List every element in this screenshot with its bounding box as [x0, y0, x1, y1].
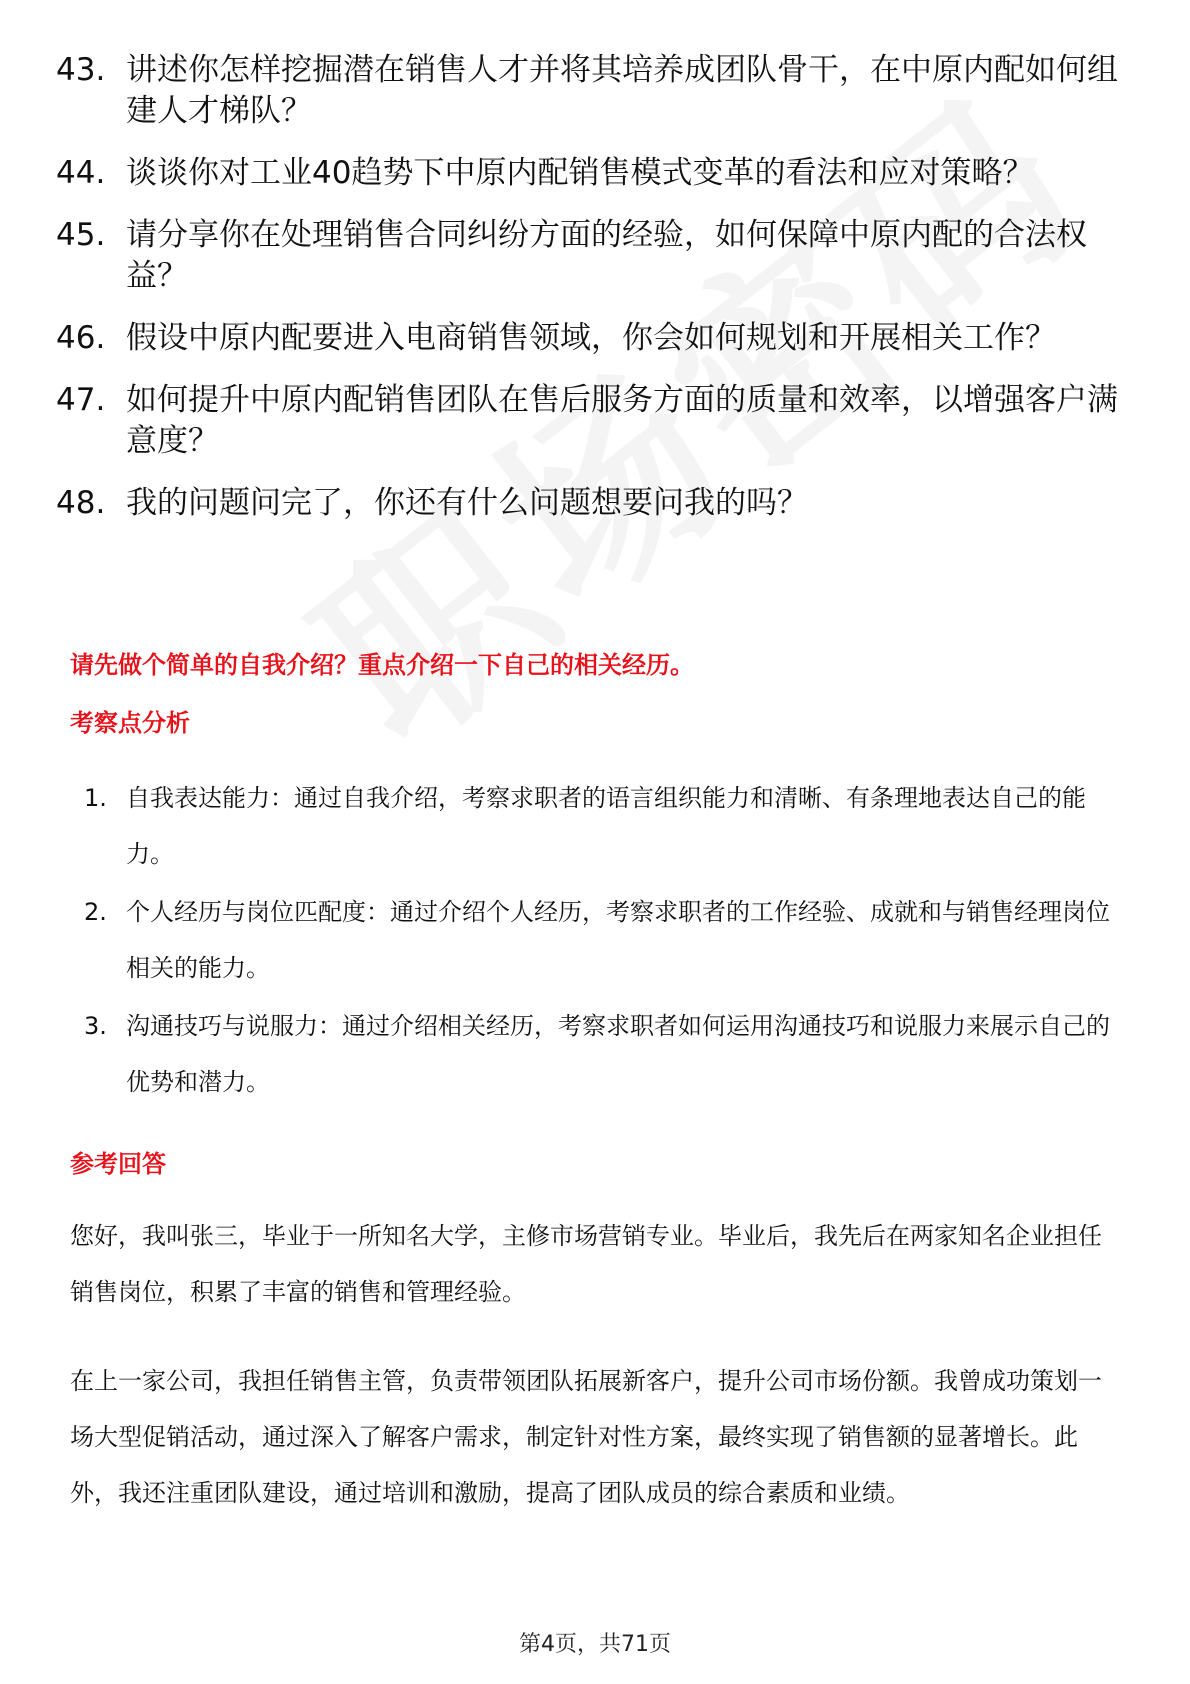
analysis-item — [84, 884, 1144, 996]
analysis-text: 个人经历与岗位匹配度：通过介绍个人经历，考察求职者的工作经验、成就和与销售经理岗位相关的能力。 — [126, 898, 1110, 982]
question-number: 45. — [56, 217, 106, 253]
analysis-item — [84, 998, 1144, 1110]
question-item — [56, 215, 1146, 297]
question-item — [56, 153, 1146, 194]
answer-paragraph: 您好，我叫张三，毕业于一所知名大学，主修市场营销专业。毕业后，我先后在两家知名企业担任销售岗位，积累了丰富的销售和管理经验。 — [70, 1222, 1102, 1306]
question-text: 谈谈你对工业40趋势下中原内配销售模式变革的看法和应对策略？ — [126, 155, 1034, 191]
question-text: 如何提升中原内配销售团队在售后服务方面的质量和效率，以增强客户满意度？ — [126, 382, 1118, 459]
section-question-heading: 请先做个简单的自我介绍？重点介绍一下自己的相关经历。 — [70, 651, 694, 679]
question-text: 讲述你怎样挖掘潜在销售人才并将其培养成团队骨干，在中原内配如何组建人才梯队？ — [126, 52, 1118, 129]
question-item — [56, 483, 1146, 524]
question-number: 47. — [56, 382, 106, 418]
analysis-number: 1. — [84, 784, 107, 812]
question-text: 请分享你在处理销售合同纠纷方面的经验，如何保障中原内配的合法权益？ — [126, 217, 1087, 294]
page-footer: 第4页，共71页 — [519, 1632, 671, 1657]
question-text: 我的问题问完了，你还有什么问题想要问我的吗？ — [126, 485, 808, 521]
question-text: 假设中原内配要进入电商销售领域，你会如何规划和开展相关工作？ — [126, 320, 1056, 356]
analysis-number: 3. — [84, 1012, 107, 1040]
question-number: 43. — [56, 52, 106, 88]
question-number: 44. — [56, 155, 106, 191]
question-list — [56, 50, 1146, 545]
question-item — [56, 380, 1146, 462]
analysis-item — [84, 770, 1144, 882]
analysis-number: 2. — [84, 898, 107, 926]
analysis-text: 自我表达能力：通过自我介绍，考察求职者的语言组织能力和清晰、有条理地表达自己的能力。 — [126, 784, 1086, 868]
analysis-text: 沟通技巧与说服力：通过介绍相关经历，考察求职者如何运用沟通技巧和说服力来展示自己的优势和潜力。 — [126, 1012, 1110, 1096]
question-item — [56, 318, 1146, 359]
answer-paragraph: 在上一家公司，我担任销售主管，负责带领团队拓展新客户，提升公司市场份额。我曾成功策划一场大型促销活动，通过深入了解客户需求，制定针对性方案，最终实现了销售额的显著增长。此外，我还注重团队建设，通过培训和激励，提高了团队成员的综合素质和业绩。 — [70, 1367, 1102, 1507]
question-item — [56, 50, 1146, 132]
analysis-list — [84, 770, 1144, 1112]
answer-heading: 参考回答 — [70, 1150, 166, 1178]
question-number: 48. — [56, 485, 106, 521]
question-number: 46. — [56, 320, 106, 356]
analysis-heading: 考察点分析 — [70, 709, 190, 737]
